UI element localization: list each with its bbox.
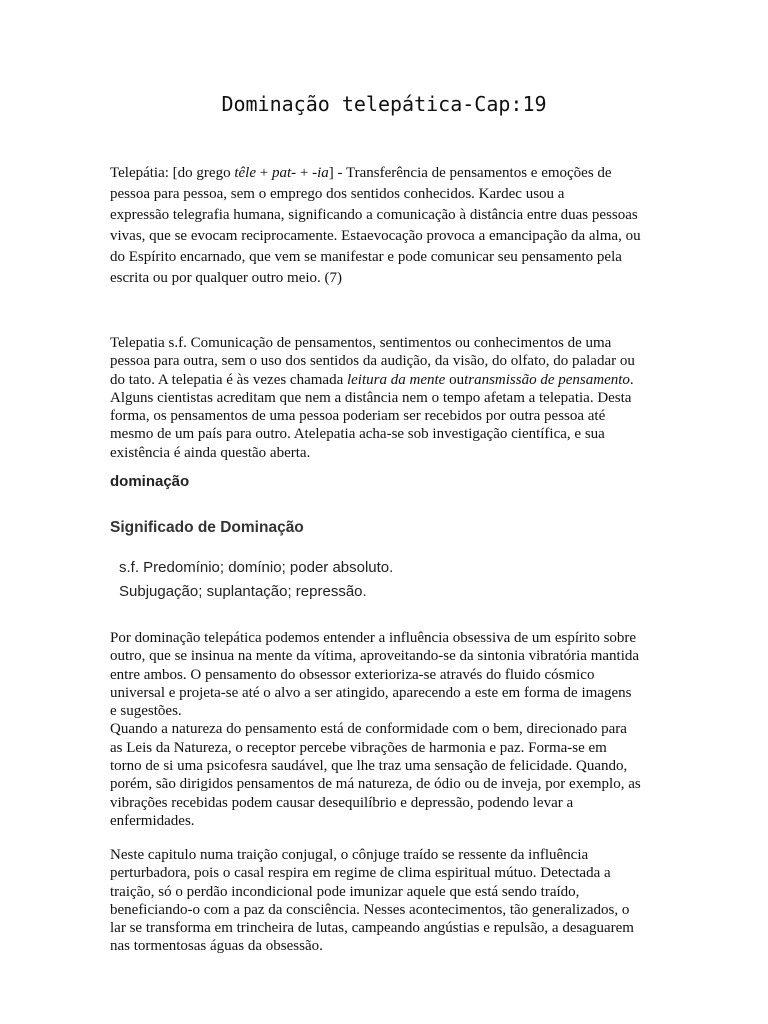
text-line: pessoa para outra, sem o uso dos sentidos da audição, da visão, do olfato, do paladar ou — [110, 353, 635, 370]
paragraph-telepatia-sf — [110, 334, 670, 462]
text-line: outro, que se insinua na mente da vítima, aproveitando-se da sintonia vibratória mantida — [110, 648, 640, 665]
text-line: vivas, que se evocam reciprocamente. Estaevocação provoca a emancipação da alma, ou — [110, 228, 641, 244]
text-line: perturbadora, pois o casal respira em regime de clima espiritual mútuo. Detectada a — [110, 865, 611, 882]
text-line: vibrações recebidas podem causar desequilíbrio e depressão, podendo levar a — [110, 794, 574, 811]
page-title: Dominação telepática-Cap:19 — [221, 92, 547, 116]
text-line: Neste capitulo numa traição conjugal, o cônjuge traído se ressente da influência — [110, 847, 589, 863]
text-line: escrita ou por qualquer outro meio. (7) — [110, 270, 343, 286]
text-line: Alguns cientistas acreditam que nem a distância nem o tempo afetam a telepatia. Desta — [110, 389, 632, 406]
definition-item: Subjugação; suplantação; repressão. — [119, 583, 367, 600]
text-line: porém, são dirigidos pensamentos de má natureza, de ódio ou de inveja, por exemplo, as — [110, 776, 641, 793]
text-line: lar se transforma em trincheira de lutas, campeando angústias e repulsão, a desaguarem — [110, 920, 634, 937]
text-line: expressão telegrafia humana, significando a comunicação à distância entre duas pessoas — [110, 207, 638, 223]
heading-dominacao: dominação — [110, 473, 190, 490]
text-line: as Leis da Natureza, o receptor percebe vibrações de harmonia e paz. Forma-se em — [110, 739, 607, 756]
text-line: existência é ainda questão aberta. — [110, 444, 311, 461]
text-line: beneficiando-o com a paz da consciência. Nesses acontecimentos, tão generalizados, o — [110, 901, 630, 918]
definition-item: s.f. Predomínio; domínio; poder absoluto. — [119, 559, 394, 576]
text-line: traição, só o perdão incondicional pode imunizar aquele que está sendo traído, — [110, 883, 580, 900]
text-line: Por dominação telepática podemos entender a influência obsessiva de um espírito sobre — [110, 630, 637, 646]
text-line: do tato. A telepatia é às vezes chamada leitura da mente outransmissão de pensamento. — [110, 371, 634, 388]
text-line: mesmo de um país para outro. Atelepatia acha-se sob investigação científica, e sua — [110, 426, 605, 443]
text-line: universal e projeta-se até o alvo a ser atingido, aparecendo a este em forma de imagens — [110, 684, 632, 701]
paragraph-dominacao-telepatica — [110, 629, 670, 830]
text-line: enfermidades. — [110, 812, 195, 829]
text-line: torno de si uma psicofesra saudável, que lhe traz uma sensação de felicidade. Quando, — [110, 758, 628, 775]
definition-list — [119, 556, 393, 604]
text-line: Telepatia s.f. Comunicação de pensamentos, sentimentos ou conhecimentos de uma — [110, 335, 612, 351]
text-line: Telepátia: [do grego têle + pat- + -ia] - Transferência de pensamentos e emoções de — [110, 165, 612, 181]
text-line: do Espírito encarnado, que vem se manifestar e pode comunicar seu pensamento pela — [110, 249, 622, 265]
paragraph-traicao-conjugal — [110, 846, 670, 956]
text-line: Quando a natureza do pensamento está de conformidade com o bem, direcionado para — [110, 721, 627, 738]
text-line: forma, os pensamentos de uma pessoa poderiam ser recebidos por outra pessoa até — [110, 408, 606, 425]
paragraph-telepatia-definition — [110, 163, 670, 289]
text-line: nas tormentosas águas da obsessão. — [110, 938, 323, 955]
heading-significado: Significado de Dominação — [110, 519, 304, 536]
text-line: entre ambos. O pensamento do obsessor exterioriza-se através do fluido cósmico — [110, 666, 595, 683]
text-line: pessoa para pessoa, sem o emprego dos sentidos conhecidos. Kardec usou a — [110, 186, 565, 202]
text-line: e sugestões. — [110, 703, 182, 720]
